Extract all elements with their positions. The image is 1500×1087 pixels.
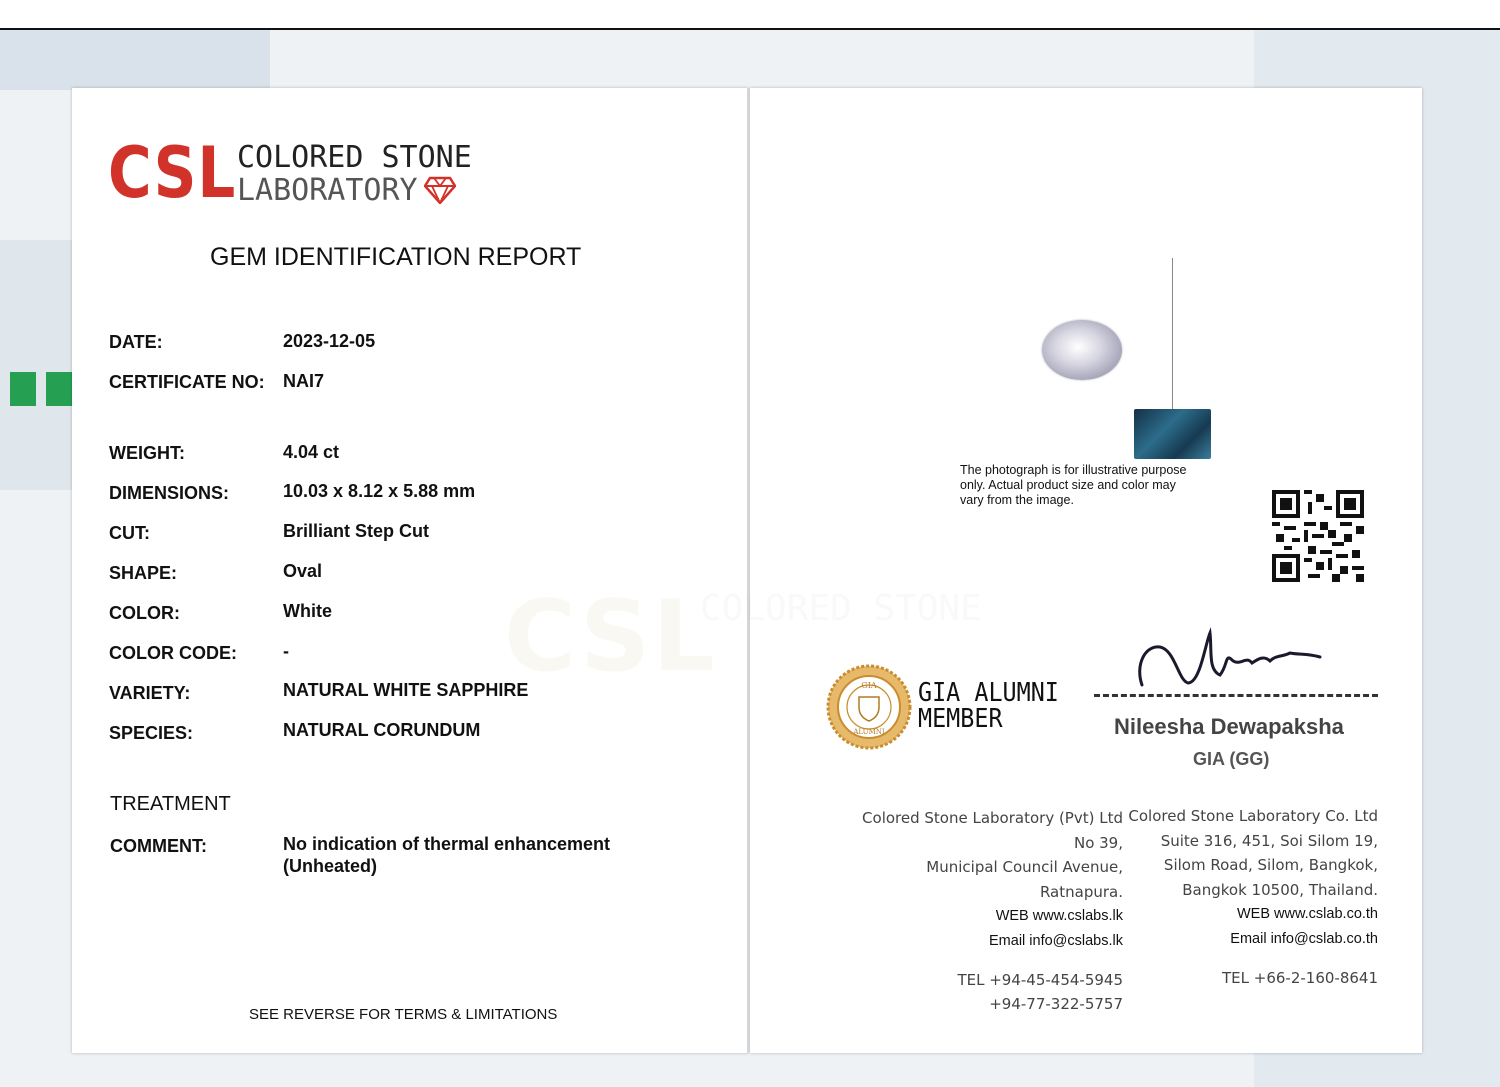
field-label-cut: CUT: [109, 523, 150, 543]
logo-line-2: LABORATORY [237, 173, 418, 208]
seal-top-text: GIA [861, 681, 877, 690]
terms-note: SEE REVERSE FOR TERMS & LIMITATIONS [249, 1006, 558, 1023]
gia-line-1: GIA ALUMNI [918, 678, 1059, 708]
tape-strip [0, 240, 72, 490]
address-line: Municipal Council Avenue, [926, 858, 1123, 876]
watermark-mark: CSL [504, 580, 717, 694]
field-value-date: 2023-12-05 [283, 331, 376, 351]
signature-line [1094, 694, 1378, 697]
address-company: Colored Stone Laboratory (Pvt) Ltd [862, 809, 1123, 827]
green-tab [10, 372, 36, 406]
field-label-date: DATE: [109, 332, 163, 352]
address-line: Suite 316, 451, Soi Silom 19, [1160, 831, 1378, 850]
field-value-weight: 4.04 ct [283, 442, 340, 462]
address-company: Colored Stone Laboratory Co. Ltd [1128, 807, 1378, 825]
address-line: No 39, [1073, 833, 1123, 852]
comment-line-2: (Unheated) [283, 856, 377, 876]
diamond-icon [424, 176, 456, 204]
field-value-certificate: NAI7 [283, 371, 325, 391]
address-email: Email info@cslabs.lk [989, 932, 1123, 949]
field-label-weight: WEIGHT: [109, 443, 185, 463]
comment-label: COMMENT: [110, 836, 207, 856]
address-line: Silom Road, Silom, Bangkok, [1163, 856, 1378, 874]
address-web: WEB www.cslabs.lk [995, 908, 1123, 924]
comment-value [283, 833, 663, 877]
field-value-cut: Brilliant Step Cut [283, 521, 430, 541]
field-value-species: NATURAL CORUNDUM [283, 720, 481, 740]
field-value-color: White [283, 601, 332, 621]
top-border [0, 0, 1500, 30]
address-line: Bangkok 10500, Thailand. [1182, 880, 1378, 899]
field-label-species: SPECIES: [109, 723, 194, 743]
seal-bottom-text: ALUMNI [853, 728, 885, 736]
report-title: GEM IDENTIFICATION REPORT [210, 243, 582, 271]
field-label-shape: SHAPE: [109, 563, 178, 583]
photo-note-line: only. Actual product size and color may [960, 478, 1176, 492]
gem-photo [1042, 320, 1122, 380]
photo-note-line: The photograph is for illustrative purpose [960, 463, 1187, 477]
field-value-dimensions: 10.03 x 8.12 x 5.88 mm [283, 481, 476, 501]
telephone-line: TEL +66-2-160-8641 [1221, 969, 1378, 987]
address-email: Email info@cslab.co.th [1230, 930, 1378, 947]
gia-line-2: MEMBER [918, 704, 1003, 734]
logo-line-1: COLORED STONE [237, 140, 472, 175]
field-label-color-code: COLOR CODE: [109, 643, 237, 663]
address-thailand [1120, 804, 1378, 951]
telephone-line: TEL +94-45-454-5945 [957, 971, 1123, 989]
signer-name: Nileesha Dewapaksha [1114, 714, 1344, 739]
treatment-heading: TREATMENT [110, 793, 231, 815]
address-sri-lanka [860, 806, 1123, 953]
photo-disclaimer [960, 463, 1210, 508]
field-label-variety: VARIETY: [109, 683, 191, 703]
signature [1130, 625, 1330, 695]
tape-strip [0, 30, 270, 90]
gia-alumni-seal-icon [826, 664, 912, 750]
field-label-certificate: CERTIFICATE NO: [109, 372, 265, 392]
address-line: Ratnapura. [1039, 882, 1123, 901]
telephone-line: +94-77-322-5757 [989, 995, 1123, 1013]
telephone-sri-lanka [900, 968, 1123, 1016]
field-label-dimensions: DIMENSIONS: [109, 483, 230, 503]
comment-line-1: No indication of thermal enhancement [283, 834, 611, 854]
green-tab [46, 372, 72, 406]
hologram-sticker [1134, 409, 1211, 459]
fold-line [747, 88, 749, 1053]
field-value-color-code: - [283, 641, 289, 661]
photo-note-line: vary from the image. [960, 493, 1074, 507]
watermark-text: COLORED STONE [700, 588, 982, 629]
signer-title: GIA (GG) [1193, 749, 1270, 769]
field-value-shape: Oval [283, 561, 323, 581]
telephone-thailand [1160, 966, 1378, 990]
field-label-color: COLOR: [109, 603, 180, 623]
field-value-variety: NATURAL WHITE SAPPHIRE [283, 680, 529, 700]
qr-code-icon [1272, 490, 1364, 582]
logo-mark: CSL [108, 132, 237, 214]
address-web: WEB www.cslab.co.th [1236, 906, 1378, 922]
